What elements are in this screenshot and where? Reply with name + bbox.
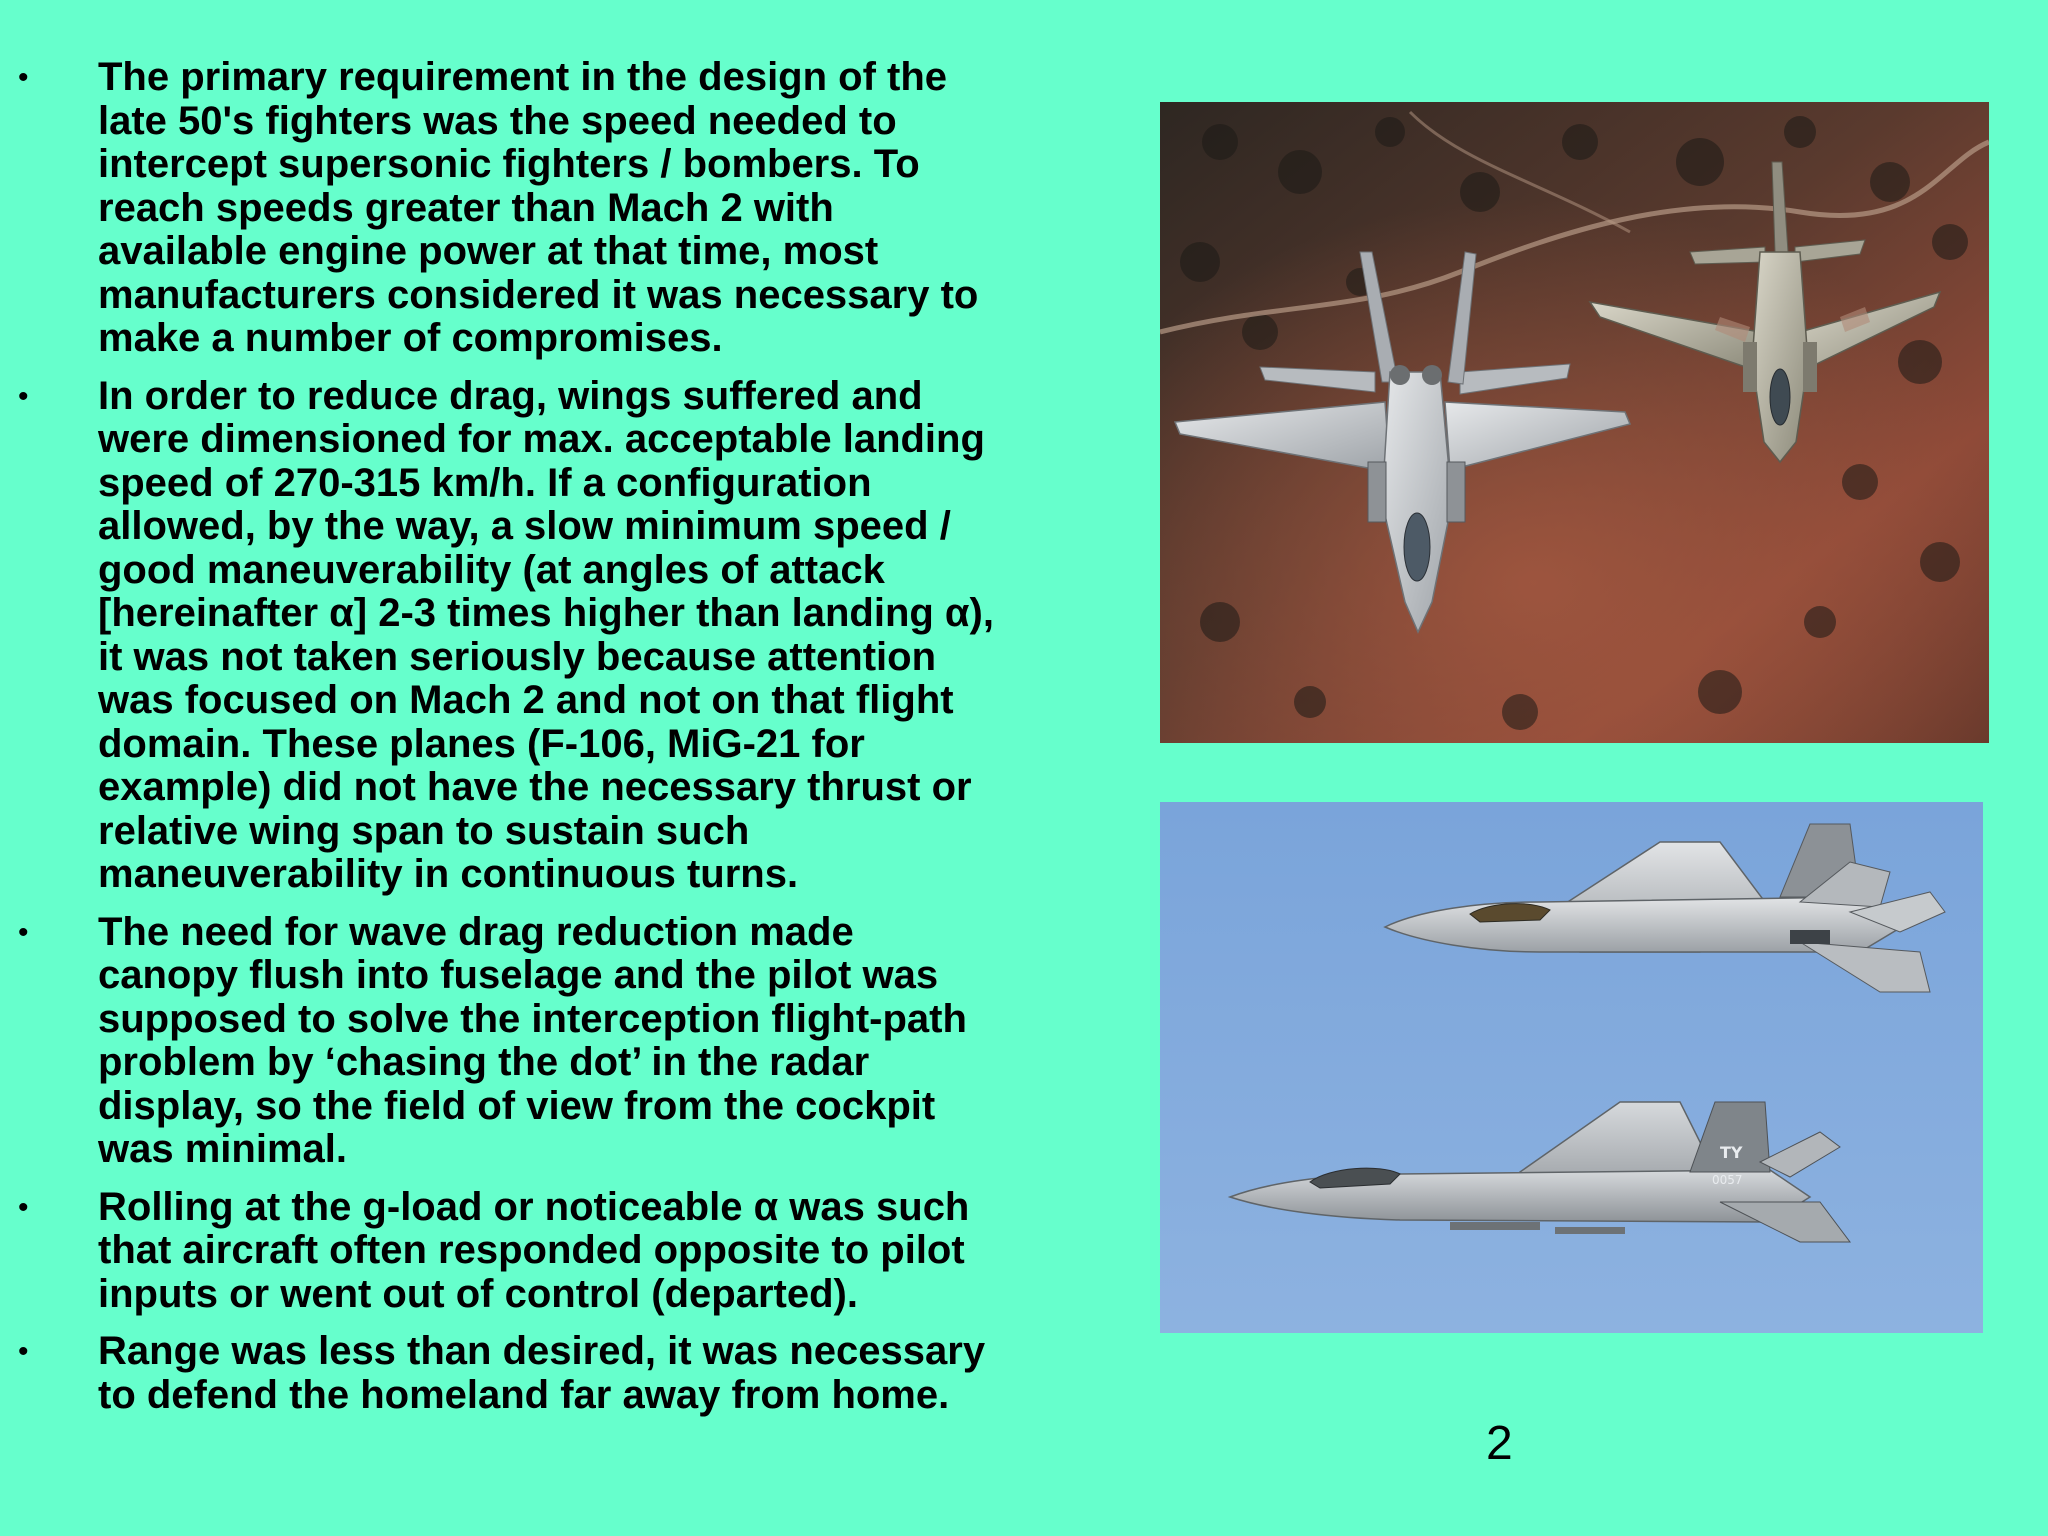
bullet-text-line: late 50's fighters was the speed needed to: [98, 98, 897, 143]
fighters-over-terrain-image: [1160, 102, 1989, 743]
fighters-in-sky-image: [1160, 802, 1983, 1333]
bullet-text-line: relative wing span to sustain such: [98, 808, 750, 853]
bullet-text-line: Rolling at the g-load or noticeable α was such: [98, 1184, 970, 1229]
bullet-text-line: domain. These planes (F-106, MiG-21 for: [98, 721, 865, 766]
photo-fighters-over-terrain: [1160, 102, 1989, 743]
bullet-item: [0, 1330, 1125, 1417]
tail-code-number: 0057: [1712, 1173, 1743, 1187]
bullet-text-line: intercept supersonic fighters / bombers. To: [98, 142, 920, 186]
bullet-marker: •: [18, 915, 29, 949]
bullet-text-line: [hereinafter α] 2-3 times higher than landing α),: [98, 591, 994, 635]
photo-fighters-in-sky: [1160, 802, 1983, 1333]
bullet-marker: •: [18, 1335, 29, 1368]
bullet-text-line: was minimal.: [98, 1127, 347, 1171]
bullet-text-line: display, so the field of view from the cockpit: [98, 1083, 936, 1128]
bullet-text-line: inputs or went out of control (departed).: [98, 1271, 858, 1316]
bullet-marker: •: [18, 379, 29, 413]
bullet-text-line: The need for wave drag reduction made: [98, 909, 854, 954]
bullet-text-line: maneuverability in continuous turns.: [98, 852, 799, 896]
bullet-text-line: were dimensioned for max. acceptable landing: [98, 417, 985, 461]
bullet-text-line: In order to reduce drag, wings suffered and: [98, 373, 923, 418]
bullet-text-line: available engine power at that time, most: [98, 229, 879, 273]
bullet-text-line: canopy flush into fuselage and the pilot was: [98, 953, 939, 997]
bullet-marker: •: [18, 1190, 29, 1224]
bullet-item: [0, 911, 1125, 1172]
bullet-text-line: manufacturers considered it was necessary to: [98, 272, 979, 317]
bullet-item: [0, 56, 1125, 361]
bullet-item: [0, 375, 1125, 897]
bullet-text-line: was focused on Mach 2 and not on that flight: [98, 678, 954, 722]
bullet-text-line: The primary requirement in the design of the: [98, 55, 948, 99]
tail-code-ty: TY: [1720, 1143, 1743, 1162]
page-number: 2: [1486, 1417, 1513, 1470]
bullet-text-line: example) did not have the necessary thrust or: [98, 765, 972, 809]
bullet-text-line: to defend the homeland far away from home.: [98, 1372, 950, 1417]
bullet-text-line: it was not taken seriously because attention: [98, 634, 937, 679]
bullet-text-line: make a number of compromises.: [98, 316, 723, 360]
bullet-text-line: that aircraft often responded opposite to pilot: [98, 1228, 965, 1272]
bullet-item: [0, 1186, 1125, 1317]
bullet-text-line: reach speeds greater than Mach 2 with: [98, 185, 834, 230]
bullet-text-line: allowed, by the way, a slow minimum speed /: [98, 504, 951, 548]
bullet-text-line: speed of 270-315 km/h. If a configuration: [98, 460, 872, 505]
bullet-text-line: good maneuverability (at angles of attack: [98, 547, 885, 592]
bullet-list: [0, 56, 1125, 1431]
bullet-text-line: problem by ‘chasing the dot’ in the radar: [98, 1040, 870, 1084]
bullet-marker: •: [18, 61, 29, 94]
bullet-text-line: Range was less than desired, it was necessary: [98, 1329, 986, 1373]
bullet-text-line: supposed to solve the interception flight-path: [98, 996, 967, 1041]
